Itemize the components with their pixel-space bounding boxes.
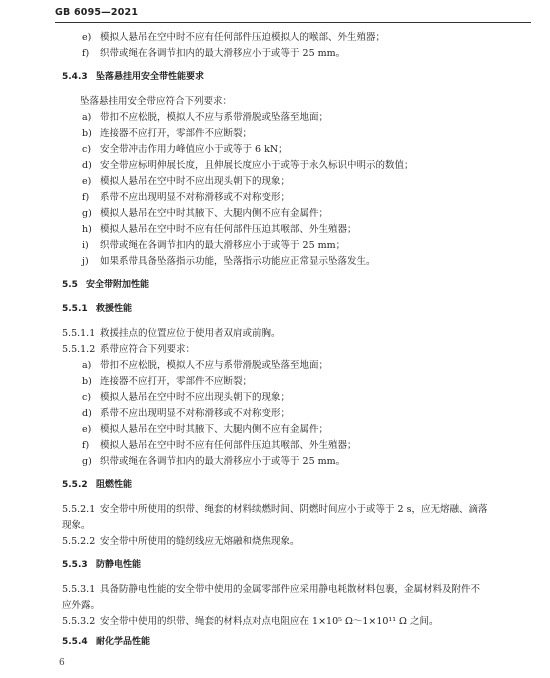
- item-text: 织带或绳在各调节扣内的最大滑移应小于或等于 25 mm；: [100, 240, 346, 251]
- item-text: 模拟人悬吊在空中时不应有任何部件压迫模拟人的喉部、外生殖器；: [100, 32, 386, 43]
- section-heading: 安全带附加性能: [86, 280, 150, 290]
- section-number: 5.5: [62, 280, 78, 290]
- item-label: a): [82, 112, 92, 123]
- clause-number: 5.5.2.1: [62, 504, 96, 515]
- section-heading: 救援性能: [96, 304, 133, 314]
- item-label: a): [82, 360, 92, 371]
- paragraph: 坠落悬挂用安全带应符合下列要求：: [80, 96, 233, 107]
- item-label: g): [82, 208, 92, 219]
- section-heading: 防静电性能: [96, 560, 142, 570]
- section-number: 5.5.1: [62, 304, 88, 314]
- item-text: 安全带应标明伸展长度，且伸展长度应小于或等于永久标识中明示的数值；: [100, 160, 414, 171]
- clause-text-continued: 应外露。: [62, 600, 101, 611]
- clause-number: 5.5.3.1: [62, 584, 96, 595]
- section-number: 5.5.3: [62, 560, 88, 570]
- clause-number: 5.5.1.2: [62, 344, 96, 355]
- item-text: 模拟人悬吊在空中时不应有任何部件压迫其喉部、外生殖器；: [100, 440, 357, 451]
- section-heading: 耐化学品性能: [96, 637, 151, 647]
- item-label: b): [82, 128, 92, 139]
- item-label: d): [82, 160, 92, 171]
- item-label: i): [82, 240, 89, 251]
- clause-number: 5.5.3.2: [62, 616, 96, 627]
- item-label: g): [82, 456, 92, 467]
- item-text: 模拟人悬吊在空中时其腋下、大腿内侧不应有金属件；: [100, 208, 329, 219]
- item-label: d): [82, 408, 92, 419]
- clause-text: 安全带中所使用的织带、绳套的材料续燃时间、阴燃时间应小于或等于 2 s，应无熔融、滴落: [100, 504, 488, 515]
- item-label: e): [82, 32, 92, 43]
- clause-number: 5.5.1.1: [62, 328, 96, 339]
- item-text: 带扣不应松脱，模拟人不应与系带滑脱或坠落至地面；: [100, 112, 329, 123]
- item-text: 织带或绳在各调节扣内的最大滑移应小于或等于 25 mm。: [100, 456, 346, 467]
- item-label: j): [82, 256, 89, 267]
- clause-text: 安全带中所使用的缝纫线应无熔融和烧焦现象。: [100, 536, 300, 547]
- item-text: 模拟人悬吊在空中时不应出现头朝下的现象；: [100, 176, 291, 187]
- item-text: 织带或绳在各调节扣内的最大滑移应小于或等于 25 mm。: [100, 48, 346, 59]
- item-text: 连接器不应打开，零部件不应断裂；: [100, 376, 253, 387]
- item-label: e): [82, 424, 92, 435]
- page-number: 6: [59, 658, 65, 668]
- clause-text-continued: 现象。: [62, 520, 91, 531]
- item-text: 系带不应出现明显不对称滑移或不对称变形；: [100, 408, 291, 419]
- item-label: f): [82, 192, 90, 203]
- section-number: 5.5.4: [62, 637, 88, 647]
- clause-text: 具备防静电性能的安全带中使用的金属零部件应采用静电耗散材料包裹，金属材料及附件不: [100, 584, 481, 595]
- item-label: f): [82, 48, 90, 59]
- section-number: 5.4.3: [62, 72, 88, 82]
- clause-text: 救援挂点的位置应位于使用者双肩或前胸。: [100, 328, 281, 339]
- clause-text: 系带应符合下列要求：: [100, 344, 196, 355]
- item-label: c): [82, 392, 92, 403]
- document-code: GB 6095—2021: [55, 7, 139, 18]
- item-text: 安全带冲击作用力峰值应小于或等于 6 kN；: [100, 144, 288, 155]
- clause-text: 安全带中使用的织带、绳套的材料点对点电阻应在 1×10⁵ Ω～1×10¹¹ Ω 之间。: [100, 616, 439, 627]
- item-text: 带扣不应松脱，模拟人不应与系带滑脱或坠落至地面；: [100, 360, 329, 371]
- section-number: 5.5.2: [62, 480, 88, 490]
- item-label: e): [82, 176, 92, 187]
- section-heading: 坠落悬挂用安全带性能要求: [96, 72, 205, 82]
- header-rule: [55, 22, 531, 23]
- section-heading: 阻燃性能: [96, 480, 133, 490]
- item-label: b): [82, 376, 92, 387]
- clause-number: 5.5.2.2: [62, 536, 96, 547]
- item-text: 模拟人悬吊在空中时不应有任何部件压迫其喉部、外生殖器；: [100, 224, 357, 235]
- item-text: 系带不应出现明显不对称滑移或不对称变形；: [100, 192, 291, 203]
- item-label: c): [82, 144, 92, 155]
- item-label: f): [82, 440, 90, 451]
- item-text: 连接器不应打开，零部件不应断裂；: [100, 128, 253, 139]
- item-text: 模拟人悬吊在空中时不应出现头朝下的现象；: [100, 392, 291, 403]
- item-label: h): [82, 224, 92, 235]
- item-text: 如果系带具备坠落指示功能，坠落指示功能应正常显示坠落发生。: [100, 256, 376, 267]
- item-text: 模拟人悬吊在空中时其腋下、大腿内侧不应有金属件；: [100, 424, 329, 435]
